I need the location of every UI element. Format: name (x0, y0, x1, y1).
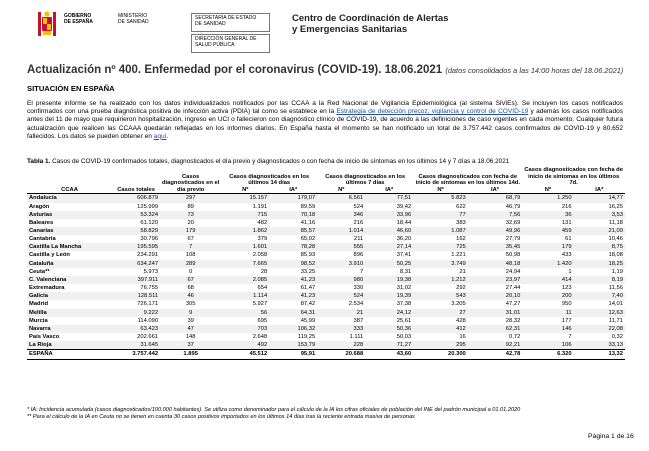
coat-of-arms-icon (36, 9, 58, 41)
value-cell: 18,08 (608, 252, 623, 259)
table-row (27, 203, 625, 211)
table-row (27, 300, 625, 308)
table-row (27, 243, 625, 251)
value-cell: 106 (522, 341, 573, 350)
secretaria-label: SECRETARÍA DE ESTADO DE SANIDAD (191, 13, 270, 32)
value-cell: 43,60 (365, 350, 413, 359)
value-cell: 65,02 (300, 236, 316, 243)
value-cell: 28 (260, 268, 268, 275)
value-cell: 61,47 (300, 285, 316, 292)
table-row (27, 292, 625, 300)
value-cell: 9 (160, 309, 221, 317)
header-ia: IA* (468, 187, 523, 194)
value-cell: 9.222 (112, 309, 160, 317)
value-cell: 46 (160, 292, 221, 300)
value-cell: 1.014 (317, 227, 365, 235)
table-total-row (27, 350, 625, 359)
ccaa-cell: Cataluña (27, 260, 112, 268)
value-cell: 42,78 (468, 350, 523, 359)
value-cell: 1.420 (522, 260, 573, 268)
value-cell: 19,38 (365, 276, 413, 284)
value-cell: 20,10 (468, 292, 523, 300)
value-cell: 896 (353, 252, 364, 259)
gobierno-text: GOBIERNO DE ESPAÑA (64, 13, 93, 25)
value-cell: 125.999 (137, 203, 159, 210)
value-cell: 6.561 (317, 194, 365, 203)
value-cell: 3.910 (317, 260, 365, 268)
value-cell: 202.661 (137, 334, 159, 341)
value-cell: 24,94 (505, 268, 521, 275)
value-cell: 16 (459, 334, 466, 341)
value-cell: 295 (413, 341, 468, 350)
value-cell: 0,32 (611, 334, 623, 341)
ccaa-cell: Melilla (27, 309, 112, 317)
value-cell: 3.749 (413, 260, 468, 268)
ccaa-cell: Ceuta** (29, 268, 50, 275)
ccaa-cell: Baleares (29, 219, 54, 226)
value-cell: 0 (189, 268, 193, 275)
header-n: Nº (522, 187, 573, 194)
value-cell: 6.320 (522, 350, 573, 359)
value-cell: 492 (221, 341, 269, 350)
value-cell: 31,02 (396, 285, 412, 292)
value-cell: 8,31 (399, 268, 412, 275)
value-cell: 68 (187, 285, 194, 292)
value-cell: 31,01 (468, 309, 523, 317)
header-n: Nº (413, 187, 468, 194)
value-cell: 1.895 (160, 350, 221, 359)
value-cell: 50,25 (365, 260, 413, 268)
value-cell: 53.324 (112, 211, 160, 219)
value-cell: 14,01 (608, 301, 623, 308)
value-cell: 30.796 (140, 236, 159, 243)
value-cell: 18,44 (396, 219, 412, 226)
value-cell: 387 (353, 317, 364, 324)
ministerio-text: MINISTERIO DE SANIDAD (118, 13, 149, 25)
ccaa-cell: ESPAÑA (27, 350, 112, 359)
value-cell: 2.085 (221, 276, 269, 284)
value-cell: 45.512 (221, 350, 269, 359)
value-cell: 98,52 (269, 260, 317, 268)
value-cell: 119,25 (297, 334, 316, 341)
table-notes (27, 407, 520, 421)
value-cell: 2.648 (252, 334, 268, 341)
value-cell: 428 (456, 317, 466, 324)
value-cell: 47 (160, 325, 221, 333)
value-cell: 1,19 (611, 268, 623, 275)
value-cell: 33,13 (574, 341, 625, 350)
value-cell: 216 (353, 219, 364, 226)
page-number: Página 1 de 16 (588, 433, 634, 440)
value-cell: 7,56 (468, 211, 523, 219)
value-cell: 606.879 (112, 194, 160, 203)
value-cell: 70,18 (269, 211, 317, 219)
value-cell: 36 (522, 211, 573, 219)
table-row (27, 251, 625, 259)
value-cell: 77,51 (365, 194, 413, 203)
gobierno-logo (36, 9, 176, 43)
value-cell: 23,97 (468, 276, 523, 284)
value-cell: 35,45 (468, 243, 523, 251)
value-cell: 33,96 (365, 211, 413, 219)
value-cell: 305 (185, 301, 196, 308)
value-cell: 555 (317, 243, 365, 251)
value-cell: 7.665 (221, 260, 269, 268)
value-cell: 2.534 (348, 301, 364, 308)
value-cell: 7 (359, 268, 364, 275)
value-cell: 3.757.442 (112, 350, 160, 359)
value-cell: 211 (353, 236, 364, 243)
value-cell: 216 (561, 203, 572, 210)
report-title: Actualización nº 400. Enfermedad por el coronavirus (COVID-19). 18.06.2021 (datos consolidados a las 14:00 horas del 18.06.2021) (27, 64, 624, 76)
value-cell: 89,59 (300, 203, 316, 210)
value-cell: 11 (522, 309, 573, 317)
value-cell: 76.755 (140, 285, 159, 292)
value-cell: 16,25 (608, 203, 623, 210)
value-cell: 333 (317, 325, 365, 333)
value-cell: 383 (456, 219, 466, 226)
value-cell: 703 (221, 325, 269, 333)
value-cell: 524 (353, 203, 364, 210)
value-cell: 128.511 (112, 292, 160, 300)
ccaa-cell: Canarias (27, 227, 112, 235)
header-sint-7d: Casos diagnosticados con fecha de inicio de síntomas en los últimos 7d. (524, 167, 623, 187)
value-cell: 89 (187, 203, 194, 210)
value-cell: 45,99 (300, 317, 316, 324)
value-cell: 77 (413, 211, 468, 219)
value-cell: 24,12 (365, 309, 413, 317)
value-cell: 64,31 (269, 309, 317, 317)
value-cell: 95,91 (269, 350, 317, 359)
value-cell: 12,63 (574, 309, 625, 317)
value-cell: 36,20 (396, 236, 412, 243)
value-cell: 1.087 (413, 227, 468, 235)
value-cell: 41,23 (269, 292, 317, 300)
value-cell: 131 (561, 219, 572, 226)
value-cell: 950 (561, 301, 572, 308)
header-ia: IA* (365, 187, 413, 194)
value-cell: 1.191 (252, 203, 268, 210)
ccaa-cell: Navarra (27, 325, 112, 333)
value-cell: 21 (317, 309, 365, 317)
table-row (27, 219, 625, 227)
ccaa-cell: Castilla La Mancha (27, 243, 112, 251)
value-cell: 7 (568, 334, 572, 341)
value-cell: 67 (160, 276, 221, 284)
ccaa-cell: Cantabria (29, 236, 56, 243)
value-cell: 39,42 (396, 203, 412, 210)
value-cell: 41,23 (269, 276, 317, 284)
value-cell: 63.423 (112, 325, 160, 333)
value-cell: 148 (185, 334, 196, 341)
estrategia-link[interactable]: Estrategia de detección precoz, vigilancia y control de COVID-19 (336, 108, 529, 116)
value-cell: 379 (257, 236, 268, 243)
header-ccaa: CCAA (27, 167, 112, 194)
value-cell: 56 (221, 309, 269, 317)
ccaa-cell: Andalucía (27, 194, 112, 203)
value-cell: 49,96 (468, 227, 523, 235)
ccaa-cell: País Vasco (29, 334, 60, 341)
value-cell: 433 (561, 252, 572, 259)
value-cell: 228 (317, 341, 365, 350)
ccaa-cell: Asturias (27, 211, 112, 219)
value-cell: 543 (413, 292, 468, 300)
value-cell: 726.171 (137, 301, 159, 308)
value-cell: 715 (221, 211, 269, 219)
value-cell: 622 (456, 203, 466, 210)
value-cell: 28,32 (505, 317, 521, 324)
value-cell: 179,07 (269, 194, 317, 203)
value-cell: 330 (353, 285, 364, 292)
ccaa-cell: Castilla y León (29, 252, 70, 259)
ccaa-cell: C. Valenciana (27, 276, 112, 284)
value-cell: 177 (561, 317, 572, 324)
value-cell: 346 (317, 211, 365, 219)
header-ia: IA* (269, 187, 317, 194)
header-sint-14d: Casos diagnosticados con fecha de inicio de síntomas en los últimos 14d. (415, 173, 520, 187)
table-row (27, 268, 625, 276)
value-cell: 5.823 (413, 194, 468, 203)
value-cell: 108 (185, 252, 196, 259)
covid-cases-table (27, 167, 625, 360)
value-cell: 50,36 (365, 325, 413, 333)
table-row (27, 325, 625, 333)
value-cell: 61.120 (140, 219, 159, 226)
value-cell: 195.595 (112, 243, 160, 251)
value-cell: 1.212 (413, 276, 468, 284)
value-cell: 292 (456, 285, 466, 292)
header-n: Nº (317, 187, 365, 194)
value-cell: 414 (522, 276, 573, 284)
value-cell: 13,32 (574, 350, 625, 359)
value-cell: 200 (522, 292, 573, 300)
value-cell: 695 (257, 317, 268, 324)
value-cell: 46,60 (365, 227, 413, 235)
value-cell: 85,93 (300, 252, 316, 259)
value-cell: 146 (522, 325, 573, 333)
value-cell: 7,40 (574, 292, 625, 300)
data-link[interactable]: aquí (153, 132, 167, 140)
ccaa-cell: Madrid (29, 301, 49, 308)
value-cell: 1.111 (349, 334, 364, 341)
value-cell: 1.221 (451, 252, 466, 259)
value-cell: 5.973 (143, 268, 159, 275)
value-cell: 20.300 (413, 350, 468, 359)
value-cell: 725 (413, 243, 468, 251)
value-cell: 37,41 (396, 252, 412, 259)
value-cell: 68,79 (468, 194, 523, 203)
value-cell: 11,18 (608, 219, 623, 226)
value-cell: 27,44 (505, 285, 521, 292)
value-cell: 31.645 (112, 341, 160, 350)
ccaa-cell: Murcia (29, 317, 48, 324)
table-row (27, 211, 625, 219)
title-note: (datos consolidados a las 14:00 horas del 18.06.2021) (445, 66, 624, 75)
value-cell: 8,75 (574, 243, 625, 251)
value-cell: 11,56 (608, 285, 623, 292)
value-cell: 7 (160, 243, 221, 251)
value-cell: 27,79 (505, 236, 521, 243)
section-heading: SITUACIÓN EN ESPAÑA (27, 84, 115, 93)
ccaa-cell: Galicia (27, 292, 112, 300)
header-previo: Casos diagnosticados en el día previo (160, 167, 221, 194)
value-cell: 48,18 (468, 260, 523, 268)
value-cell: 3,53 (574, 211, 625, 219)
value-cell: 1 (568, 268, 572, 275)
value-cell: 15.157 (221, 194, 269, 203)
value-cell: 67 (187, 236, 194, 243)
value-cell: 21 (459, 268, 466, 275)
header-n: Nº (221, 187, 269, 194)
value-cell: 289 (160, 260, 221, 268)
value-cell: 27 (413, 309, 468, 317)
value-cell: 10,46 (608, 236, 623, 243)
value-cell: 179 (522, 243, 573, 251)
value-cell: 58.829 (112, 227, 160, 235)
value-cell: 92,21 (468, 341, 523, 350)
value-cell: 20.688 (317, 350, 365, 359)
value-cell: 18,25 (574, 260, 625, 268)
value-cell: 11,71 (608, 317, 623, 324)
value-cell: 1.250 (522, 194, 573, 203)
table-row (27, 194, 625, 203)
header-ia: IA* (574, 187, 625, 194)
direccion-label: DIRECCIÓN GENERAL DE SALUD PÚBLICA (191, 34, 270, 53)
value-cell: 47,27 (505, 301, 521, 308)
ccaa-cell: La Rioja (27, 341, 112, 350)
value-cell: 114.090 (137, 317, 159, 324)
note-ia: * IA: Incidencia acumulada (casos diagnosticados/100.000 habitantes). Se utiliza como denominador para el cálculo de la IA los cifras oficiales de población del INE del padrón municipal a 01.01.2020 (27, 407, 521, 413)
table-row (27, 227, 625, 235)
value-cell: 634.247 (112, 260, 160, 268)
value-cell: 123 (561, 285, 572, 292)
table-row (27, 333, 625, 341)
centro-title: Centro de Coordinación de Alertas y Emergencias Sanitarias (292, 13, 449, 35)
value-cell: 21,09 (574, 227, 625, 235)
value-cell: 33,25 (300, 268, 316, 275)
value-cell: 50,98 (505, 252, 521, 259)
value-cell: 71,27 (365, 341, 413, 350)
value-cell: 106,32 (269, 325, 317, 333)
value-cell: 297 (160, 194, 221, 203)
value-cell: 37 (160, 341, 221, 350)
value-cell: 14,77 (574, 194, 625, 203)
value-cell: 22,08 (574, 325, 625, 333)
value-cell: 32,69 (505, 219, 521, 226)
value-cell: 980 (317, 276, 365, 284)
value-cell: 5.927 (252, 301, 268, 308)
value-cell: 8,19 (574, 276, 625, 284)
value-cell: 2.058 (252, 252, 268, 259)
intro-paragraph: El presente informe se ha realizado con los datos individualizados notificados por las CCAA a la Red Nacional de Vigilancia Epidemiológica (al sistema SiViEs). Se incluyen los casos notificados confirmados con una prueba diagnóstica positiva de infección activa (PDIA) tal como se establece en la Estrategia de detección precoz, vigilancia y control de COVID-19 y además los casos notificados antes del 11 de mayo que requirieron hospitalización, ingreso en UCI o fallecieron con diagnóstico clínico de COVID-19, de acuerdo a las definiciones de caso vigentes en cada momento. Cualquier futura actualización que realicen las CCAAA quedarán reflejadas en los informes diarios. En España hasta el momento se han notificado un total de 3.757.442 casos confirmados de COVID-19 y 80.652 fallecidos. Los datos se pueden obtener en aquí. (27, 100, 623, 140)
value-cell: 87,42 (300, 301, 316, 308)
value-cell: 1.601 (221, 243, 269, 251)
note-ceuta: ** Para el cálculo de la IA en Ceuta no se tienen en cuenta 30 casos positivos importados en los últimos 14 días tras la reciente entrada masiva de personas (27, 414, 415, 420)
value-cell: 162 (456, 236, 466, 243)
value-cell: 73 (160, 211, 221, 219)
value-cell: 37,38 (396, 301, 412, 308)
table-row (27, 341, 625, 350)
value-cell: 20 (187, 219, 194, 226)
value-cell: 27,14 (365, 243, 413, 251)
table-row (27, 235, 625, 243)
value-cell: 50,03 (396, 334, 412, 341)
table-row (27, 309, 625, 317)
secretaria-box (191, 13, 270, 51)
value-cell: 0,72 (509, 334, 521, 341)
table-row (27, 260, 625, 268)
value-cell: 85,57 (269, 227, 317, 235)
value-cell: 78,28 (269, 243, 317, 251)
header-7d: Casos diagnosticados en los últimos 7 días (325, 173, 406, 187)
table-row (27, 317, 625, 325)
table-row (27, 284, 625, 292)
value-cell: 61 (565, 236, 572, 243)
header-14d: Casos diagnosticados en los últimos 14 días (229, 173, 310, 187)
value-cell: 654 (257, 285, 268, 292)
value-cell: 397.911 (112, 276, 160, 284)
value-cell: 482 (257, 219, 268, 226)
value-cell: 153,79 (269, 341, 317, 350)
table-caption: Tabla 1. Casos de COVID-19 confirmados totales, diagnosticados el día previo y diagnosticados o con fecha de inicio de síntomas en los últimos 14 y 7 días a 18.06.2021 (27, 158, 510, 165)
value-cell: 1.862 (221, 227, 269, 235)
value-cell: 62,31 (468, 325, 523, 333)
value-cell: 46,79 (505, 203, 521, 210)
table-row (27, 276, 625, 284)
value-cell: 179 (160, 227, 221, 235)
value-cell: 412 (413, 325, 468, 333)
ccaa-cell: Extremadura (29, 285, 65, 292)
value-cell: 234.291 (137, 252, 159, 259)
value-cell: 3.205 (451, 301, 466, 308)
header-totales: Casos totales (112, 167, 160, 194)
value-cell: 524 (317, 292, 365, 300)
value-cell: 19,39 (365, 292, 413, 300)
value-cell: 25,61 (396, 317, 412, 324)
value-cell: 1.114 (221, 292, 269, 300)
value-cell: 39 (187, 317, 194, 324)
value-cell: 41,16 (300, 219, 316, 226)
value-cell: 459 (522, 227, 573, 235)
ccaa-cell: Aragón (29, 203, 50, 210)
